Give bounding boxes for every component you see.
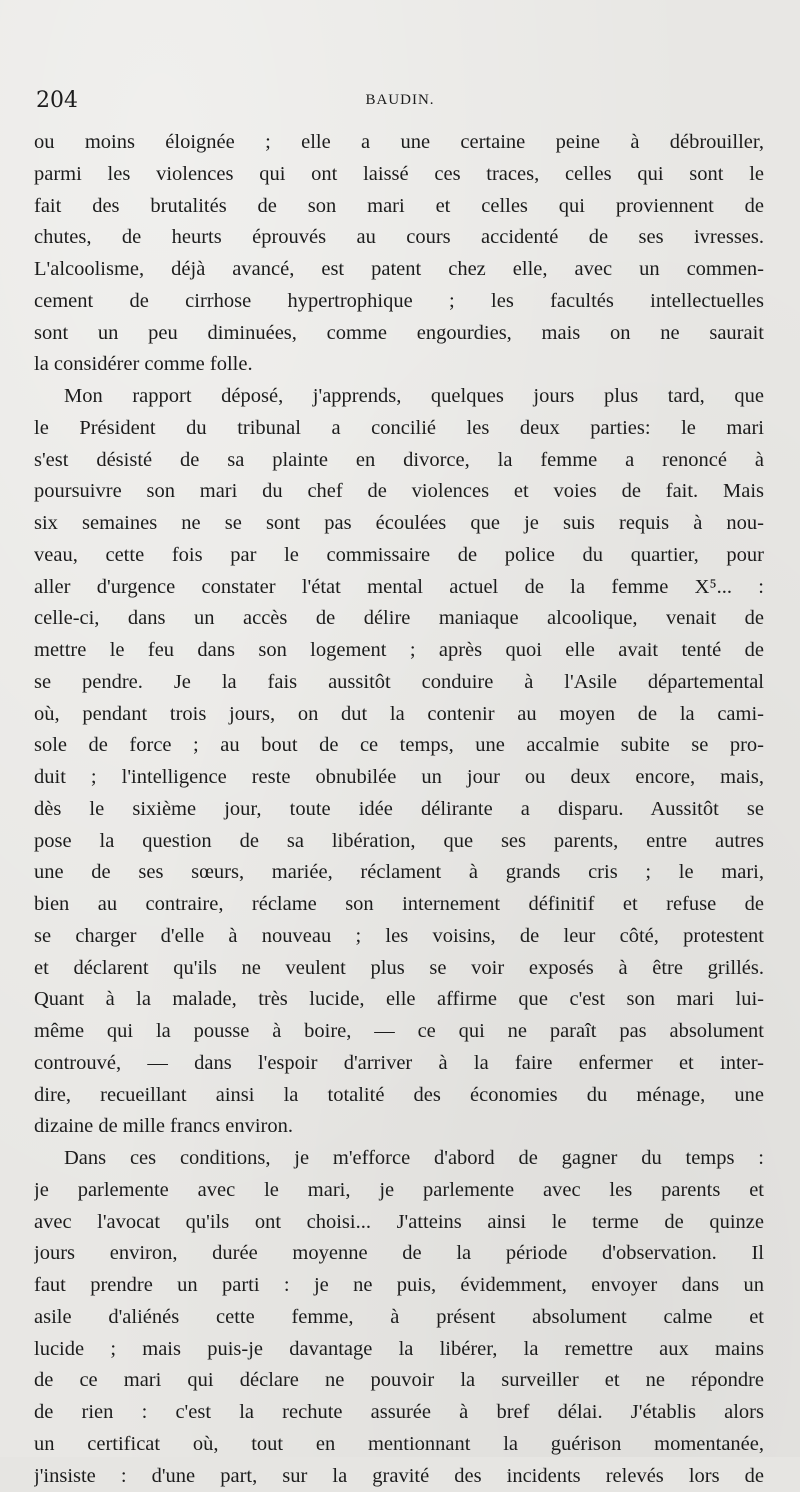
text-line: je parlemente avec le mari, je parlemente avec les parents et (34, 1175, 764, 1207)
text-line: j'insiste : d'une part, sur la gravité des incidents relevés lors de (34, 1461, 764, 1492)
text-line: dès le sixième jour, toute idée délirante a disparu. Aussitôt se (34, 794, 764, 826)
text-line: chutes, de heurts éprouvés au cours accidenté de ses ivresses. (34, 222, 764, 254)
text-line: sont un peu diminuées, comme engourdies, mais on ne saurait (34, 318, 764, 350)
text-line: le Président du tribunal a concilié les deux parties: le mari (34, 413, 764, 445)
text-line: faut prendre un parti : je ne puis, évidemment, envoyer dans un (34, 1270, 764, 1302)
text-line: un certificat où, tout en mentionnant la guérison momentanée, (34, 1429, 764, 1461)
text-line: asile d'aliénés cette femme, à présent absolument calme et (34, 1302, 764, 1334)
text-line: se pendre. Je la fais aussitôt conduire à l'Asile départemental (34, 667, 764, 699)
text-line: bien au contraire, réclame son internement définitif et refuse de (34, 889, 764, 921)
text-line: veau, cette fois par le commissaire de police du quartier, pour (34, 540, 764, 572)
text-line: ou moins éloignée ; elle a une certaine peine à débrouiller, (34, 127, 764, 159)
text-line: duit ; l'intelligence reste obnubilée un jour ou deux encore, mais, (34, 762, 764, 794)
body-text (34, 127, 764, 1492)
text-line: L'alcoolisme, déjà avancé, est patent chez elle, avec un commen- (34, 254, 764, 286)
text-line: lucide ; mais puis-je davantage la libérer, la remettre aux mains (34, 1334, 764, 1366)
text-line: de ce mari qui déclare ne pouvoir la surveiller et ne répondre (34, 1365, 764, 1397)
text-line: Quant à la malade, très lucide, elle affirme que c'est son mari lui- (34, 984, 764, 1016)
text-line: fait des brutalités de son mari et celles qui proviennent de (34, 191, 764, 223)
text-line: Mon rapport déposé, j'apprends, quelques jours plus tard, que (34, 381, 764, 413)
text-line: s'est désisté de sa plainte en divorce, la femme a renoncé à (34, 445, 764, 477)
text-line: cement de cirrhose hypertrophique ; les facultés intellectuelles (34, 286, 764, 318)
page-number: 204 (36, 88, 78, 113)
text-line: se charger d'elle à nouveau ; les voisins, de leur côté, protestent (34, 921, 764, 953)
text-line: celle-ci, dans un accès de délire maniaque alcoolique, venait de (34, 603, 764, 635)
text-line: et déclarent qu'ils ne veulent plus se voir exposés à être grillés. (34, 953, 764, 985)
text-line: mettre le feu dans son logement ; après quoi elle avait tenté de (34, 635, 764, 667)
text-line: aller d'urgence constater l'état mental actuel de la femme X⁵... : (34, 572, 764, 604)
text-line: sole de force ; au bout de ce temps, une accalmie subite se pro- (34, 730, 764, 762)
text-line: parmi les violences qui ont laissé ces traces, celles qui sont le (34, 159, 764, 191)
text-line: où, pendant trois jours, on dut la contenir au moyen de la cami- (34, 699, 764, 731)
text-line: la considérer comme folle. (34, 349, 764, 381)
text-line: six semaines ne se sont pas écoulées que je suis requis à nou- (34, 508, 764, 540)
text-line: pose la question de sa libération, que ses parents, entre autres (34, 826, 764, 858)
text-line: jours environ, durée moyenne de la période d'observation. Il (34, 1238, 764, 1270)
text-line: dire, recueillant ainsi la totalité des économies du ménage, une (34, 1080, 764, 1112)
text-line: même qui la pousse à boire, — ce qui ne paraît pas absolument (34, 1016, 764, 1048)
text-line: poursuivre son mari du chef de violences et voies de fait. Mais (34, 476, 764, 508)
text-line: de rien : c'est la rechute assurée à bref délai. J'établis alors (34, 1397, 764, 1429)
text-line: avec l'avocat qu'ils ont choisi... J'atteins ainsi le terme de quinze (34, 1207, 764, 1239)
running-title: BAUDIN. (36, 92, 764, 109)
running-head (36, 88, 764, 120)
text-line: dizaine de mille francs environ. (34, 1111, 764, 1143)
text-line: une de ses sœurs, mariée, réclament à grands cris ; le mari, (34, 857, 764, 889)
text-line: controuvé, — dans l'espoir d'arriver à la faire enfermer et inter- (34, 1048, 764, 1080)
text-line: Dans ces conditions, je m'efforce d'abord de gagner du temps : (34, 1143, 764, 1175)
